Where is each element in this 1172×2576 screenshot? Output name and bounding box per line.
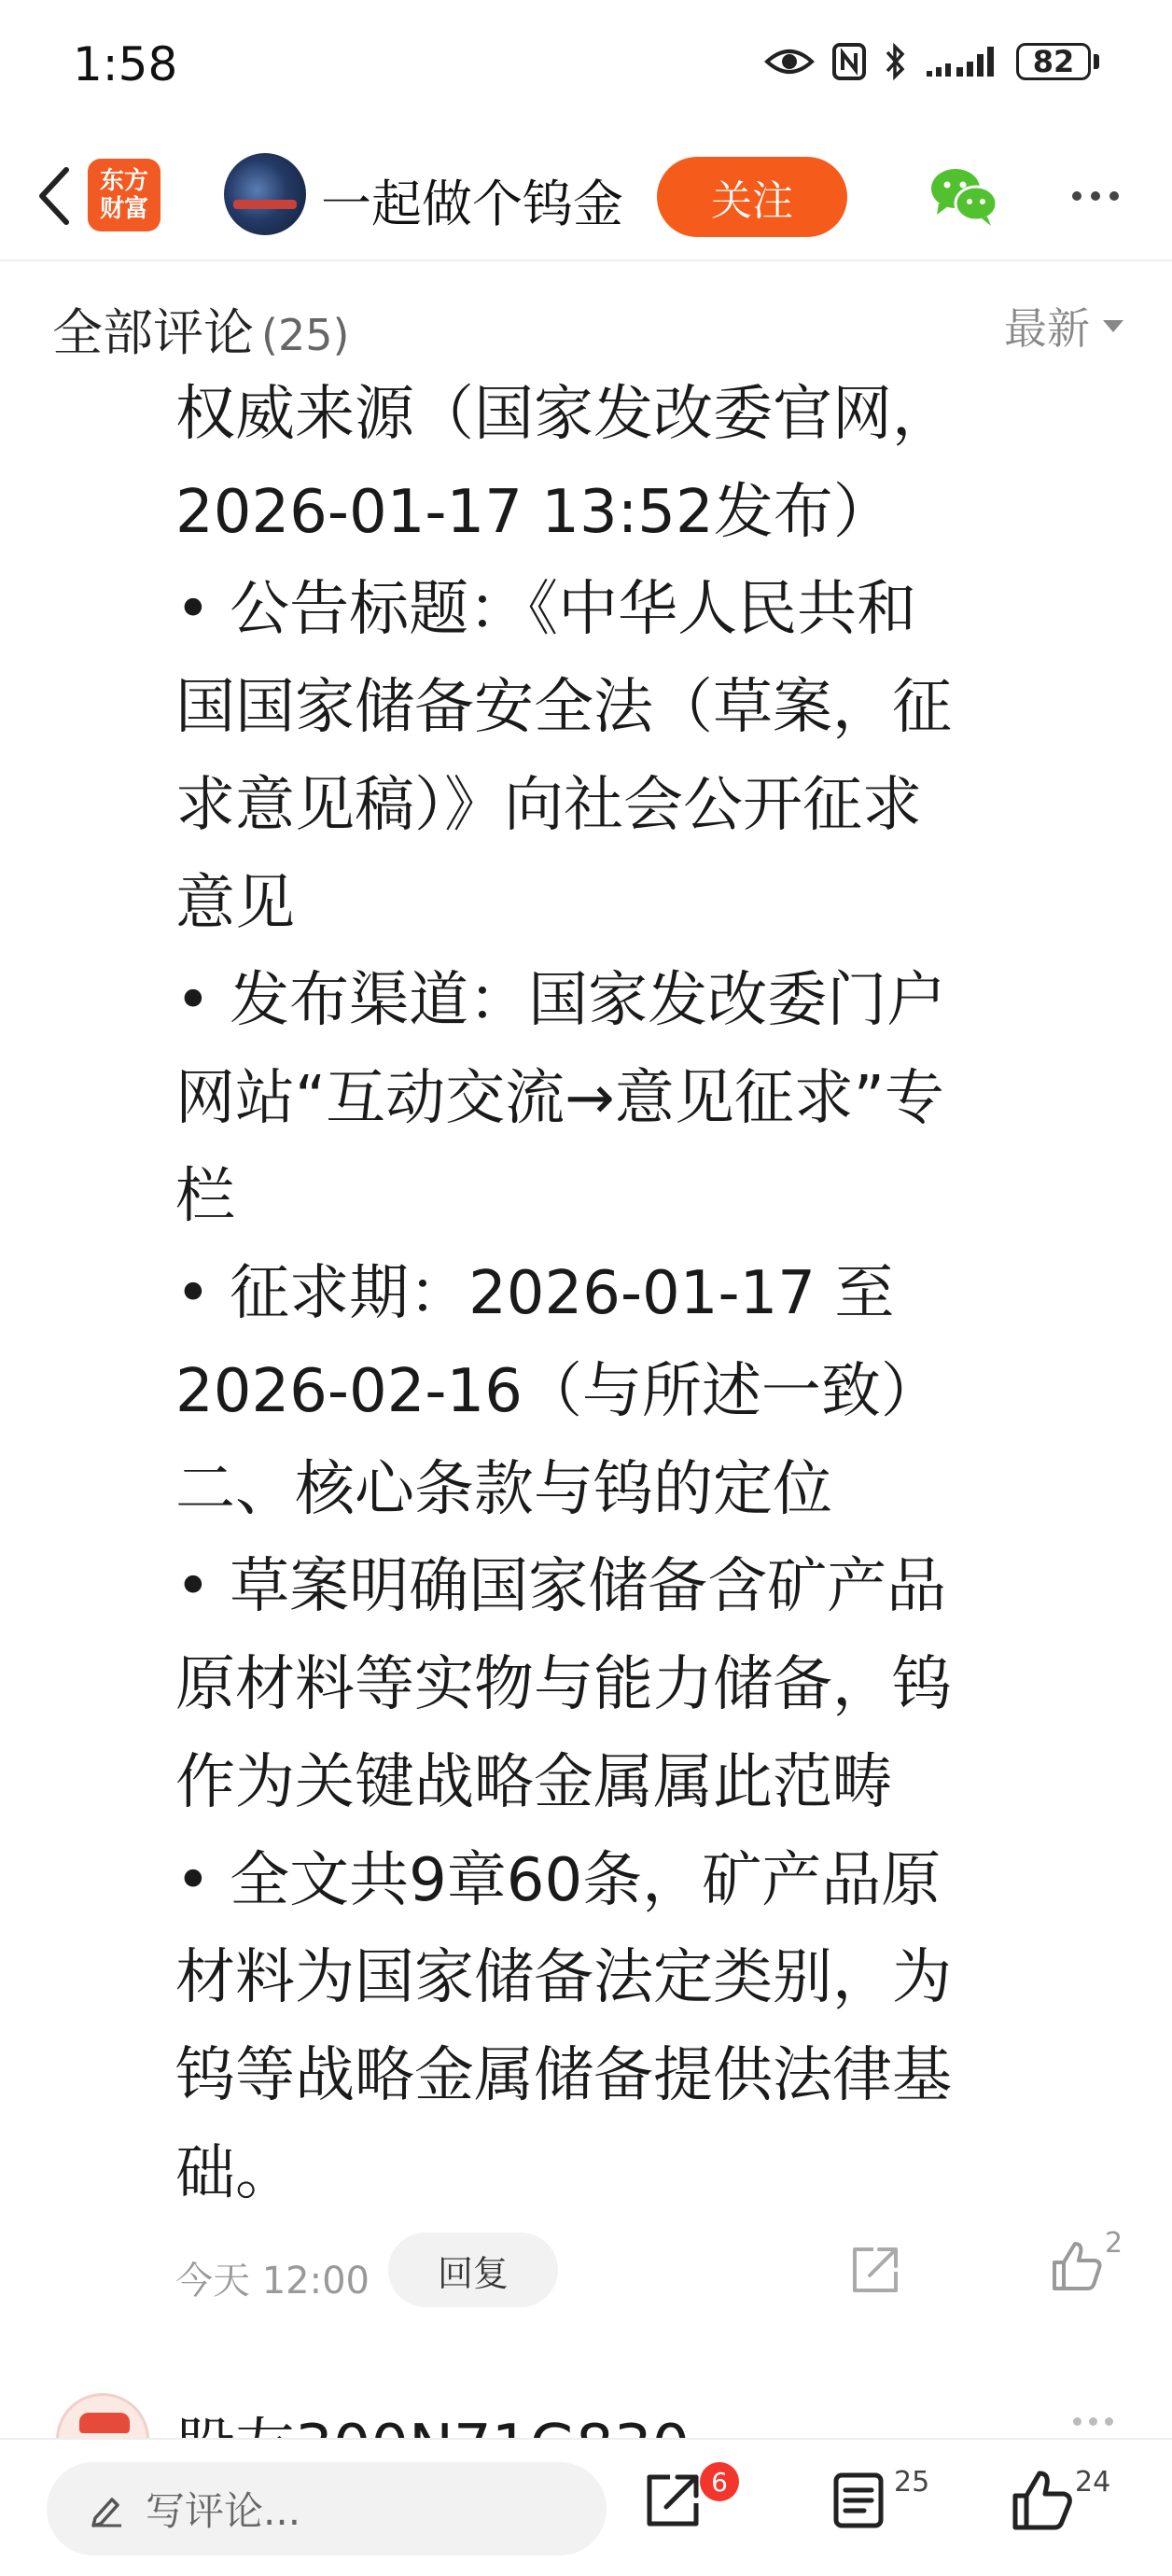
comment-line: 国国家储备安全法（草案，征 [175,673,952,743]
comments-button[interactable] [829,2468,903,2542]
more-dot-icon [1073,2417,1081,2426]
bluetooth-icon [884,41,908,82]
comment-line: 钨等战略金属储备提供法律基 [175,2040,952,2110]
thumbs-up-icon [1049,2238,1105,2294]
comment-line: 材料为国家储备法定类别，为 [175,1943,952,2013]
comment-list-icon [829,2468,894,2533]
reply-button[interactable]: 回复 [388,2233,558,2307]
comment-placeholder: 写评论... [146,2488,301,2534]
share-icon [847,2242,903,2298]
status-icons [764,41,1099,82]
comment-line: 2026-02-16（与所述一致） [175,1357,941,1427]
more-options-button[interactable] [1058,168,1133,224]
comment-meta [175,2227,1137,2317]
comment-line: • 全文共9章60条，矿产品原 [175,1845,942,1915]
likes-count-badge: 24 [1075,2466,1111,2499]
author-avatar[interactable] [224,153,306,235]
battery-level: 82 [1016,43,1091,80]
wechat-icon [928,162,1002,228]
caret-down-icon [1103,320,1123,332]
comment-line: 权威来源（国家发改委官网， [175,380,952,449]
comment-line: • 公告标题：《中华人民共和 [175,575,917,645]
comments-title: 全部评论 (25) [52,303,350,362]
sort-label: 最新 [1004,303,1090,354]
bottom-bar [0,2438,1172,2576]
share-badge: 6 [700,2462,739,2501]
share-icon [640,2468,705,2533]
status-time: 1:58 [73,37,178,91]
comment-line: 栏 [175,1161,235,1231]
comment-line: 作为关键战略金属属此范畴 [175,1747,892,1817]
next-comment[interactable] [0,2380,1172,2436]
follow-button[interactable]: 关注 [657,157,847,237]
like-button[interactable] [1010,2468,1084,2542]
write-comment-input[interactable] [47,2462,607,2555]
comment-line: • 发布渠道：国家发改委门户 [175,966,947,1036]
eye-icon [764,43,815,80]
chevron-left-icon [35,166,72,226]
comment-line: 2026-01-17 13:52发布） [175,477,893,547]
nfc-icon [831,42,867,81]
comment-body [175,366,1109,2222]
app-logo[interactable]: 东方 财富 [88,159,160,231]
pencil-icon [88,2490,125,2527]
comment-line: • 草案明确国家储备含矿产品 [175,1552,947,1622]
comments-count-badge: 25 [894,2466,930,2499]
author-name[interactable]: 一起做个钨金 [321,175,623,233]
comment-line: 二、核心条款与钨的定位 [175,1454,832,1524]
wechat-share-button[interactable] [928,162,1002,228]
sort-dropdown[interactable] [1004,295,1123,357]
comments-count: (25) [261,310,350,360]
comment-timestamp: 今天 12:00 [175,2260,370,2303]
battery-icon [1016,43,1099,80]
comment-line: 求意见稿）》向社会公开征求 [175,770,922,840]
like-comment-button[interactable] [1049,2238,1142,2303]
more-dot-icon [1072,191,1081,201]
thumbs-up-icon [1010,2468,1075,2533]
back-button[interactable] [21,159,86,233]
comment-line: 础。 [175,2138,295,2208]
comments-header [0,263,1172,366]
comment-more-button[interactable] [1073,2417,1113,2426]
comment-line: 原材料等实物与能力储备，钨 [175,1650,952,1720]
signal-icon [925,43,999,80]
like-count: 2 [1105,2227,1123,2260]
share-comment-button[interactable] [847,2242,903,2298]
comment-line: • 征求期：2026-01-17 至 [175,1259,895,1329]
status-bar [0,0,1172,131]
comment-line: 意见 [175,868,295,938]
comment-line: 网站“互动交流→意见征求”专 [175,1063,944,1133]
nav-bar [0,131,1172,261]
